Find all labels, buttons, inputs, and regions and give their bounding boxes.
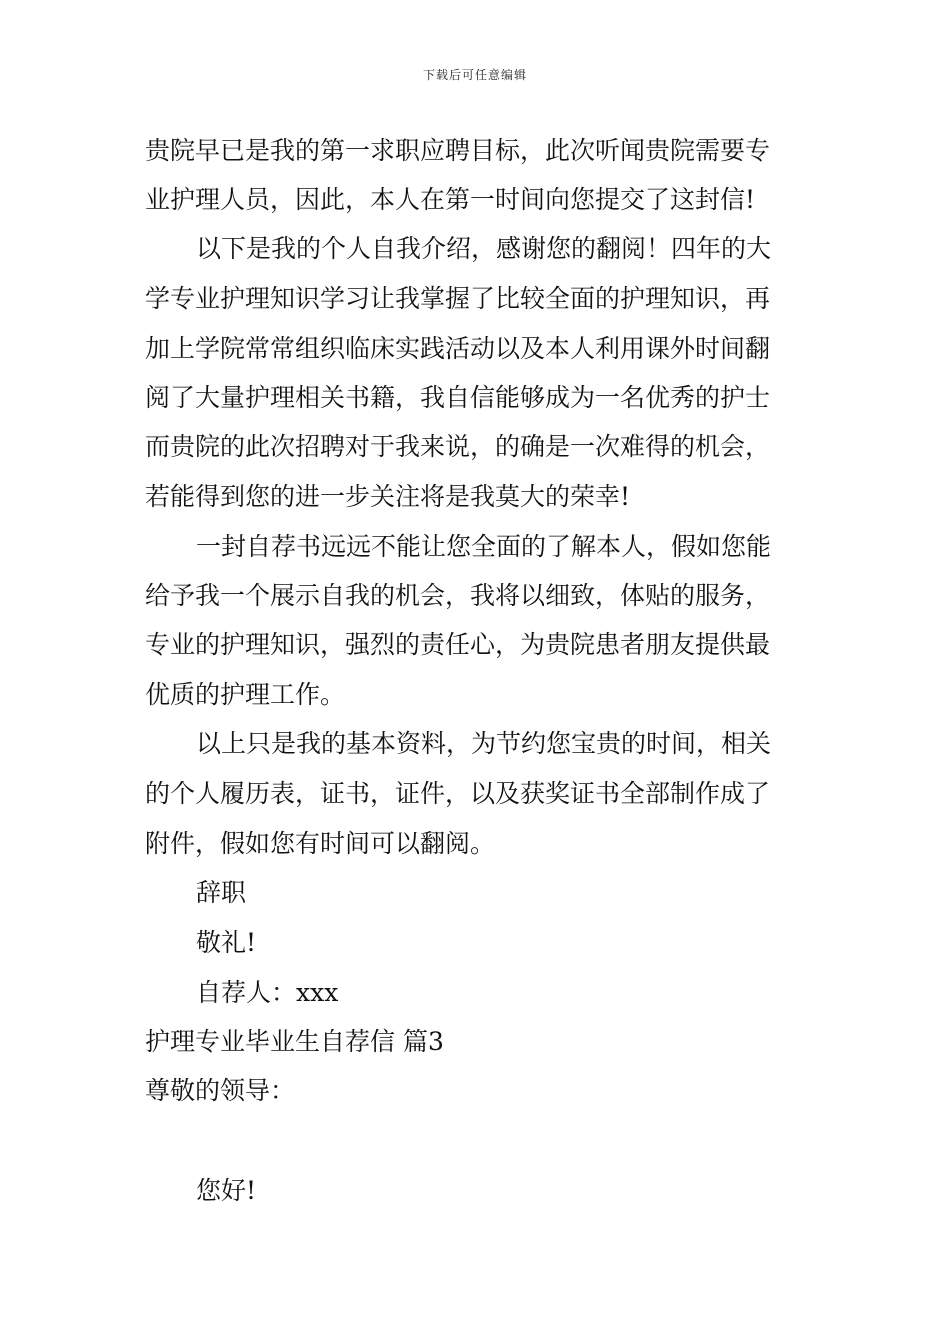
paragraph-line: 阅了大量护理相关书籍，我自信能够成为一名优秀的护士 bbox=[145, 383, 771, 412]
paragraph-line: 贵院早已是我的第一求职应聘目标，此次听闻贵院需要专 bbox=[145, 136, 771, 165]
header-note: 下载后可任意编辑 bbox=[422, 68, 527, 82]
section-title: 护理专业毕业生自荐信 篇3 bbox=[145, 1027, 444, 1056]
paragraph-line: 附件，假如您有时间可以翻阅。 bbox=[145, 829, 496, 858]
paragraph-line: 而贵院的此次招聘对于我来说，的确是一次难得的机会， bbox=[145, 432, 771, 461]
signature-line: 自荐人：xxx bbox=[196, 978, 339, 1007]
paragraph-line: 若能得到您的进一步关注将是我莫大的荣幸! bbox=[145, 482, 631, 511]
paragraph-line: 的个人履历表，证书，证件，以及获奖证书全部制作成了 bbox=[145, 779, 771, 808]
paragraph-line: 加上学院常常组织临床实践活动以及本人利用课外时间翻 bbox=[145, 334, 771, 363]
paragraph-line: 以上只是我的基本资料，为节约您宝贵的时间，相关 bbox=[196, 729, 772, 758]
paragraph-line: 学专业护理知识学习让我掌握了比较全面的护理知识，再 bbox=[145, 284, 771, 313]
paragraph-line: 优质的护理工作。 bbox=[145, 680, 346, 709]
paragraph-line: 业护理人员，因此，本人在第一时间向您提交了这封信! bbox=[145, 185, 756, 214]
closing-line: 辞职 bbox=[196, 878, 247, 907]
salute-line: 敬礼! bbox=[196, 928, 257, 957]
paragraph-line: 以下是我的个人自我介绍，感谢您的翻阅！四年的大 bbox=[196, 234, 772, 263]
greeting: 您好! bbox=[196, 1176, 257, 1205]
paragraph-line: 一封自荐书远远不能让您全面的了解本人，假如您能 bbox=[196, 532, 772, 561]
paragraph-line: 专业的护理知识，强烈的责任心，为贵院患者朋友提供最 bbox=[145, 630, 771, 659]
paragraph-line: 给予我一个展示自我的机会，我将以细致，体贴的服务， bbox=[145, 581, 771, 610]
salutation: 尊敬的领导： bbox=[145, 1076, 296, 1105]
